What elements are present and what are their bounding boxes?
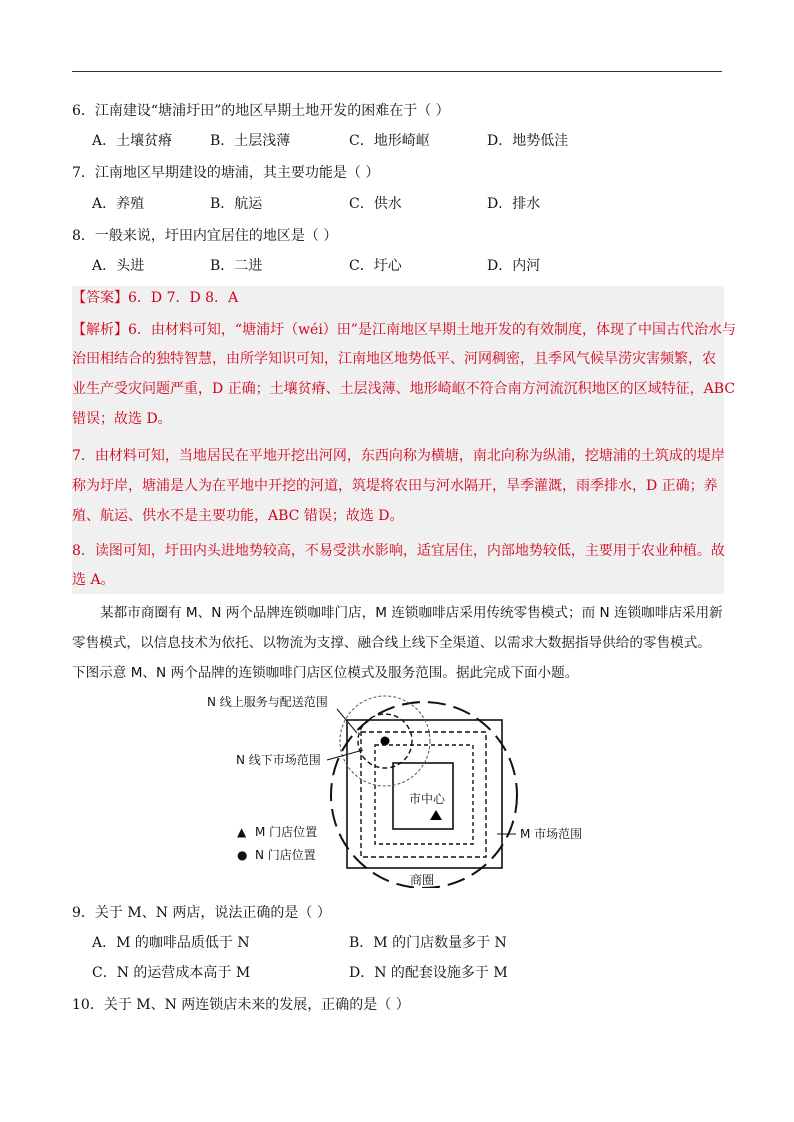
coffee-store-diagram bbox=[200, 688, 600, 888]
question-7-option-b: B．航运 bbox=[210, 196, 263, 212]
question-6-option-a: A．土壤贫瘠 bbox=[92, 133, 173, 149]
question-8-option-b: B．二进 bbox=[210, 258, 263, 274]
legend-n-label: N 门店位置 bbox=[255, 848, 316, 862]
label-city-center: 市中心 bbox=[409, 792, 446, 806]
question-7-option-a: A．养殖 bbox=[92, 196, 145, 212]
analysis-line-8: 8．读图可知，圩田内头进地势较高，不易受洪水影响，适宜居住，内部地势较低，主要用于农业种植。故 bbox=[72, 543, 725, 559]
question-6-option-b: B．土层浅薄 bbox=[210, 133, 291, 149]
question-8-option-c: C．圩心 bbox=[349, 258, 402, 274]
question-8-option-d: D．内河 bbox=[487, 258, 541, 274]
legend-m-label: M 门店位置 bbox=[255, 825, 318, 839]
material-line-2: 零售模式，以信息技术为依托、以物流为支撑、融合线上线下全渠道、以需求大数据指导供给的零售模式。 bbox=[72, 635, 711, 651]
legend-n-symbol: ● bbox=[237, 848, 248, 862]
material-line-1: 某都市商圈有 M、N 两个品牌连锁咖啡门店，M 连锁咖啡店采用传统零售模式；而 N 连锁咖啡店采用新 bbox=[100, 605, 723, 621]
question-6-option-c: C．地形崎岖 bbox=[349, 133, 430, 149]
question-10-stem: 10．关于 M、N 两连锁店未来的发展，正确的是（ ） bbox=[72, 997, 410, 1013]
leader-n-offline bbox=[327, 750, 363, 760]
m-store-triangle bbox=[430, 810, 442, 820]
analysis-line-9: 选 A。 bbox=[72, 572, 115, 588]
question-8-option-a: A．头进 bbox=[92, 258, 145, 274]
label-m-market: M 市场范围 bbox=[520, 827, 583, 841]
label-n-online: N 线上服务与配送范围 bbox=[207, 695, 328, 709]
analysis-line-4: 错误；故选 D。 bbox=[72, 411, 172, 427]
material-line-3: 下图示意 M、N 两个品牌的连锁咖啡门店区位模式及服务范围。据此完成下面小题。 bbox=[72, 665, 579, 681]
header-rule bbox=[72, 71, 722, 72]
question-7-option-d: D．排水 bbox=[487, 196, 541, 212]
analysis-line-5: 7．由材料可知，当地居民在平地开挖出河网，东西向称为横塘，南北向称为纵浦，挖塘浦的土筑成的堤岸 bbox=[72, 448, 725, 464]
analysis-line-6: 称为圩岸，塘浦是人为在平地中开挖的河道，筑堤将农田与河水隔开，旱季灌溉，雨季排水，D 正确；养 bbox=[72, 478, 718, 494]
question-9-option-d: D．N 的配套设施多于 M bbox=[349, 965, 508, 981]
label-n-offline: N 线下市场范围 bbox=[236, 753, 321, 767]
question-8-stem: 8．一般来说，圩田内宜居住的地区是（ ） bbox=[72, 228, 338, 244]
n-store-dot bbox=[381, 737, 390, 746]
analysis-line-1: 【解析】6．由材料可知，“塘浦圩（wéi）田”是江南地区早期土地开发的有效制度，体现了中国古代治水与 bbox=[72, 322, 736, 338]
question-7-option-c: C．供水 bbox=[349, 196, 402, 212]
legend-m-symbol: ▲ bbox=[237, 825, 247, 839]
question-9-option-c: C．N 的运营成本高于 M bbox=[92, 965, 251, 981]
analysis-line-7: 殖、航运、供水不是主要功能，ABC 错误；故选 D。 bbox=[72, 508, 404, 524]
analysis-line-3: 业生产受灾问题严重，D 正确；土壤贫瘠、土层浅薄、地形崎岖不符合南方河流沉积地区的区域特征，ABC bbox=[72, 381, 736, 397]
question-9-option-b: B．M 的门店数量多于 N bbox=[349, 935, 507, 951]
question-6-stem: 6．江南建设“塘浦圩田”的地区早期土地开发的困难在于（ ） bbox=[72, 103, 450, 119]
analysis-line-2: 治田相结合的独特智慧，由所学知识可知，江南地区地势低平、河网稠密，且季风气候旱涝灾害频繁，农 bbox=[72, 351, 716, 367]
question-6-option-d: D．地势低洼 bbox=[487, 133, 569, 149]
question-9-option-a: A．M 的咖啡品质低于 N bbox=[92, 935, 250, 951]
question-7-stem: 7．江南地区早期建设的塘浦，其主要功能是（ ） bbox=[72, 165, 380, 181]
label-business-district: 商圈 bbox=[410, 873, 435, 887]
answer-line: 【答案】6．D 7．D 8．A bbox=[72, 290, 239, 306]
question-9-stem: 9．关于 M、N 两店，说法正确的是（ ） bbox=[72, 905, 331, 921]
